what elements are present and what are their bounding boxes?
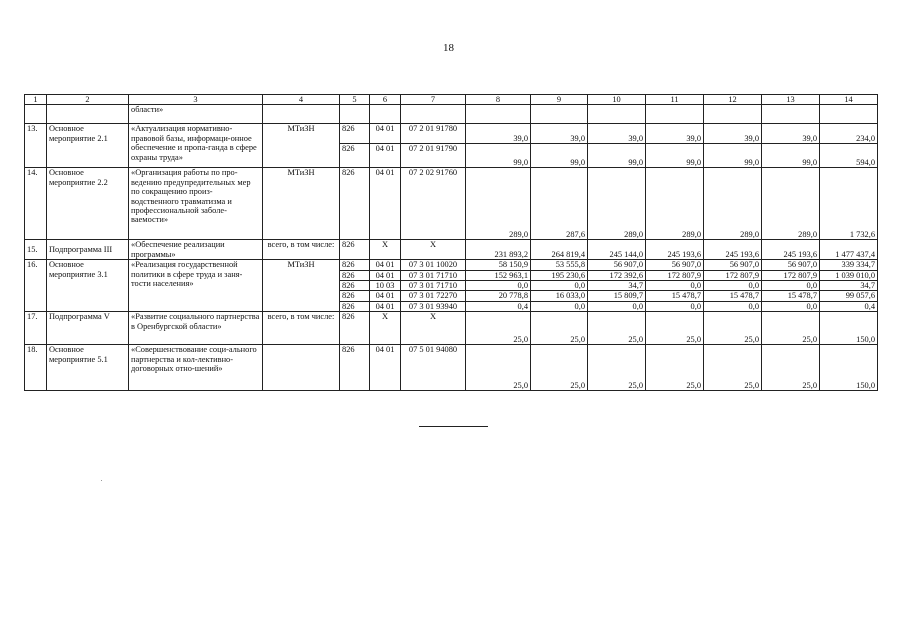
header-cell: 1 [25, 95, 47, 105]
csr-code: Х [401, 240, 466, 260]
rzpr-code: 04 01 [370, 144, 401, 168]
amount-cell: 0,0 [646, 301, 704, 311]
amount-cell: 172 807,9 [762, 270, 820, 280]
event-type: Основное мероприятие 5.1 [47, 345, 129, 391]
amount-cell: 289,0 [646, 168, 704, 240]
amount-cell: 25,0 [762, 345, 820, 391]
header-cell: 6 [370, 95, 401, 105]
csr-code: 07 2 02 91760 [401, 168, 466, 240]
header-cell: 5 [340, 95, 370, 105]
cell-empty [704, 105, 762, 124]
csr-code: 07 3 01 93940 [401, 301, 466, 311]
amount-cell: 0,0 [704, 281, 762, 291]
grbs-code: 826 [340, 270, 370, 280]
amount-cell: 20 778,8 [466, 291, 531, 301]
event-type: Подпрограмма V [47, 312, 129, 345]
amount-cell: 34,7 [588, 281, 646, 291]
amount-cell: 39,0 [646, 124, 704, 144]
amount-cell: 25,0 [762, 312, 820, 345]
cell-empty [370, 105, 401, 124]
amount-cell: 339 334,7 [820, 260, 878, 270]
amount-cell: 15 809,7 [588, 291, 646, 301]
responsible: МТиЗН [263, 124, 340, 168]
rzpr-code: 04 01 [370, 168, 401, 240]
amount-cell: 289,0 [466, 168, 531, 240]
amount-cell: 25,0 [704, 345, 762, 391]
amount-cell: 39,0 [704, 124, 762, 144]
event-title: «Организация работы по про-ведению предупредительных мер по сокращению произ-водственного травматизма и профессиональной заболе-ваемости» [129, 168, 263, 240]
amount-cell: 39,0 [762, 124, 820, 144]
grbs-code: 826 [340, 281, 370, 291]
amount-cell: 25,0 [531, 312, 588, 345]
amount-cell: 25,0 [531, 345, 588, 391]
amount-cell: 289,0 [588, 168, 646, 240]
amount-cell: 99,0 [704, 144, 762, 168]
amount-cell: 231 893,2 [466, 240, 531, 260]
amount-cell: 172 807,9 [646, 270, 704, 280]
amount-cell: 0,0 [466, 281, 531, 291]
amount-cell: 56 907,0 [762, 260, 820, 270]
amount-cell: 99 057,6 [820, 291, 878, 301]
event-title: «Развитие социального партнерства в Оренбургской области» [129, 312, 263, 345]
table-row [25, 260, 878, 270]
csr-code: 07 2 01 91780 [401, 124, 466, 144]
amount-cell: 0,0 [531, 301, 588, 311]
amount-cell: 1 732,6 [820, 168, 878, 240]
amount-cell: 56 907,0 [588, 260, 646, 270]
table-row [25, 240, 878, 260]
amount-cell: 34,7 [820, 281, 878, 291]
rzpr-code: Х [370, 240, 401, 260]
grbs-code: 826 [340, 240, 370, 260]
header-cell: 8 [466, 95, 531, 105]
amount-cell: 99,0 [531, 144, 588, 168]
grbs-code: 826 [340, 345, 370, 391]
csr-code: Х [401, 312, 466, 345]
budget-table [24, 94, 878, 391]
table-row [25, 345, 878, 391]
amount-cell: 39,0 [588, 124, 646, 144]
rzpr-code: 10 03 [370, 281, 401, 291]
rzpr-code: 04 01 [370, 345, 401, 391]
grbs-code: 826 [340, 144, 370, 168]
amount-cell: 16 033,0 [531, 291, 588, 301]
header-cell: 7 [401, 95, 466, 105]
amount-cell: 39,0 [466, 124, 531, 144]
rzpr-code: 04 01 [370, 291, 401, 301]
amount-cell: 289,0 [704, 168, 762, 240]
header-row [25, 95, 878, 105]
row-number: 16. [25, 260, 47, 312]
continuation-text: области» [129, 105, 263, 124]
rzpr-code: 04 01 [370, 301, 401, 311]
amount-cell: 25,0 [588, 345, 646, 391]
amount-cell: 245 193,6 [704, 240, 762, 260]
amount-cell: 172 807,9 [704, 270, 762, 280]
amount-cell: 0,0 [646, 281, 704, 291]
csr-code: 07 3 01 10020 [401, 260, 466, 270]
budget-table-container [24, 94, 878, 391]
grbs-code: 826 [340, 312, 370, 345]
amount-cell: 56 907,0 [646, 260, 704, 270]
amount-cell: 195 230,6 [531, 270, 588, 280]
amount-cell: 15 478,7 [704, 291, 762, 301]
row-number: 13. [25, 124, 47, 168]
amount-cell: 1 477 437,4 [820, 240, 878, 260]
continuation-row [25, 105, 878, 124]
row-number: 18. [25, 345, 47, 391]
event-title: «Актуализация нормативно-правовой базы, информаци-онное обеспечение и пропа-ганда в сфере охраны труда» [129, 124, 263, 168]
amount-cell: 15 478,7 [646, 291, 704, 301]
amount-cell: 287,6 [531, 168, 588, 240]
row-number: 17. [25, 312, 47, 345]
responsible: всего, в том числе: [263, 312, 340, 345]
cell-empty [401, 105, 466, 124]
event-title: «Обеспечение реализации программы» [129, 240, 263, 260]
amount-cell: 234,0 [820, 124, 878, 144]
csr-code: 07 5 01 94080 [401, 345, 466, 391]
amount-cell: 0,0 [762, 281, 820, 291]
grbs-code: 826 [340, 168, 370, 240]
amount-cell: 245 144,0 [588, 240, 646, 260]
amount-cell: 245 193,6 [762, 240, 820, 260]
row-number: 15. [25, 240, 47, 260]
amount-cell: 264 819,4 [531, 240, 588, 260]
csr-code: 07 3 01 71710 [401, 281, 466, 291]
header-cell: 10 [588, 95, 646, 105]
amount-cell: 25,0 [704, 312, 762, 345]
rzpr-code: 04 01 [370, 124, 401, 144]
cell-empty [531, 105, 588, 124]
cell-empty [646, 105, 704, 124]
event-type: Основное мероприятие 2.2 [47, 168, 129, 240]
responsible: всего, в том числе: [263, 240, 340, 260]
cell-empty [466, 105, 531, 124]
amount-cell: 172 392,6 [588, 270, 646, 280]
cell-empty [588, 105, 646, 124]
responsible: МТиЗН [263, 168, 340, 240]
table-row [25, 124, 878, 144]
bottom-divider-line [419, 426, 488, 427]
amount-cell: 150,0 [820, 312, 878, 345]
event-title: «Реализация государственной политики в сфере труда и заня-тости населения» [129, 260, 263, 312]
scan-speck [101, 480, 102, 481]
header-cell: 9 [531, 95, 588, 105]
amount-cell: 25,0 [646, 345, 704, 391]
amount-cell: 25,0 [466, 312, 531, 345]
event-type: Основное мероприятие 3.1 [47, 260, 129, 312]
grbs-code: 826 [340, 260, 370, 270]
amount-cell: 0,0 [588, 301, 646, 311]
header-cell: 13 [762, 95, 820, 105]
rzpr-code: 04 01 [370, 270, 401, 280]
header-cell: 12 [704, 95, 762, 105]
event-type: Подпрограмма III [47, 240, 129, 260]
responsible [263, 345, 340, 391]
amount-cell: 150,0 [820, 345, 878, 391]
header-cell: 3 [129, 95, 263, 105]
csr-code: 07 3 01 72270 [401, 291, 466, 301]
header-cell: 11 [646, 95, 704, 105]
amount-cell: 25,0 [588, 312, 646, 345]
grbs-code: 826 [340, 124, 370, 144]
amount-cell: 152 963,1 [466, 270, 531, 280]
amount-cell: 25,0 [466, 345, 531, 391]
amount-cell: 99,0 [646, 144, 704, 168]
amount-cell: 15 478,7 [762, 291, 820, 301]
page-number: 18 [443, 42, 454, 54]
event-type: Основное мероприятие 2.1 [47, 124, 129, 168]
header-cell: 2 [47, 95, 129, 105]
amount-cell: 0,4 [820, 301, 878, 311]
cell-empty [820, 105, 878, 124]
amount-cell: 39,0 [531, 124, 588, 144]
cell-empty [25, 105, 47, 124]
amount-cell: 25,0 [646, 312, 704, 345]
amount-cell: 245 193,6 [646, 240, 704, 260]
amount-cell: 594,0 [820, 144, 878, 168]
amount-cell: 289,0 [762, 168, 820, 240]
header-cell: 14 [820, 95, 878, 105]
amount-cell: 56 907,0 [704, 260, 762, 270]
cell-empty [340, 105, 370, 124]
cell-empty [47, 105, 129, 124]
amount-cell: 1 039 010,0 [820, 270, 878, 280]
table-row [25, 312, 878, 345]
grbs-code: 826 [340, 291, 370, 301]
amount-cell: 0,0 [704, 301, 762, 311]
amount-cell: 58 150,9 [466, 260, 531, 270]
header-cell: 4 [263, 95, 340, 105]
row-number: 14. [25, 168, 47, 240]
cell-empty [263, 105, 340, 124]
responsible: МТиЗН [263, 260, 340, 312]
amount-cell: 99,0 [762, 144, 820, 168]
amount-cell: 0,0 [762, 301, 820, 311]
event-title: «Совершенствование соци-ального партнерства и кол-лективно-договорных отно-шений» [129, 345, 263, 391]
amount-cell: 99,0 [466, 144, 531, 168]
grbs-code: 826 [340, 301, 370, 311]
cell-empty [762, 105, 820, 124]
amount-cell: 0,4 [466, 301, 531, 311]
amount-cell: 99,0 [588, 144, 646, 168]
csr-code: 07 2 01 91790 [401, 144, 466, 168]
amount-cell: 53 555,8 [531, 260, 588, 270]
rzpr-code: 04 01 [370, 260, 401, 270]
table-row [25, 168, 878, 240]
amount-cell: 0,0 [531, 281, 588, 291]
csr-code: 07 3 01 71710 [401, 270, 466, 280]
rzpr-code: Х [370, 312, 401, 345]
